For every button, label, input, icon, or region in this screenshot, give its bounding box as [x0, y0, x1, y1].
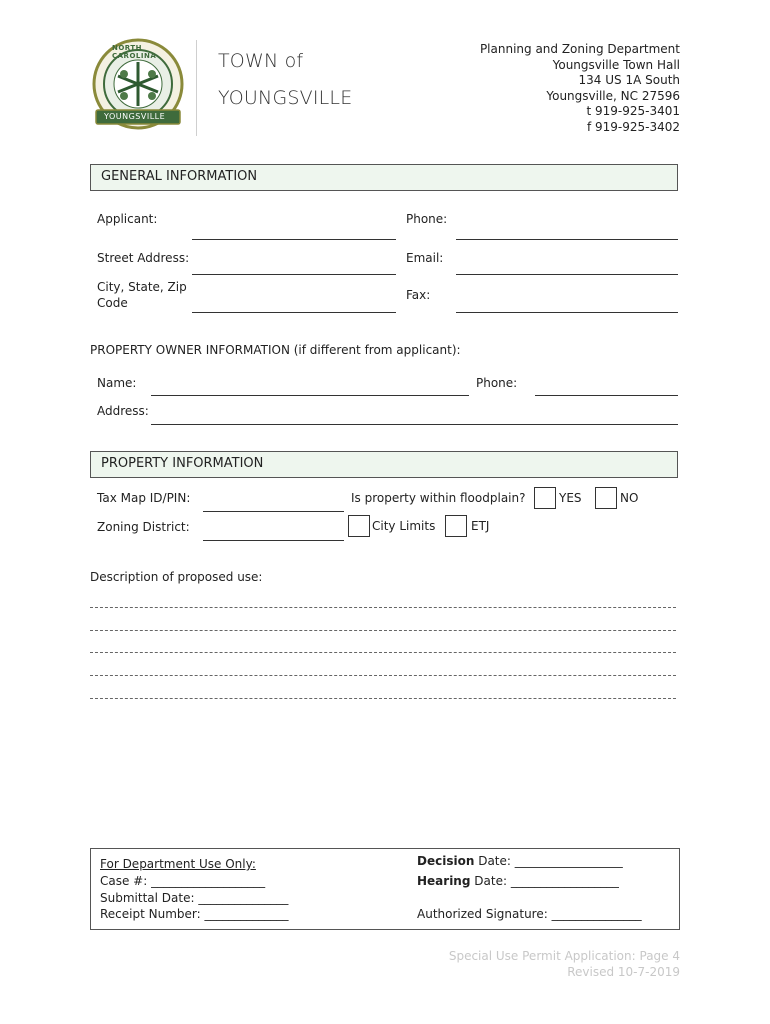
fax-label: Fax:: [406, 288, 431, 302]
description-line[interactable]: [90, 698, 676, 699]
etj-label: ETJ: [471, 519, 490, 533]
phone-line: t 919-925-3401: [586, 104, 680, 118]
address-line: Youngsville, NC 27596: [546, 88, 680, 103]
town-seal-logo: [90, 38, 186, 134]
receipt-number-field[interactable]: Receipt Number: ______________: [100, 907, 289, 921]
floodplain-no-checkbox[interactable]: [595, 487, 617, 509]
footer-revised-date: Revised 10-7-2019: [567, 965, 680, 979]
street-address-field[interactable]: [192, 274, 396, 275]
section-title: GENERAL INFORMATION: [101, 169, 258, 184]
floodplain-yes-checkbox[interactable]: [534, 487, 556, 509]
description-line[interactable]: [90, 607, 676, 608]
hearing-date-blank: Date: __________________: [474, 874, 619, 888]
fax-field[interactable]: [456, 312, 678, 313]
decision-label: Decision: [417, 854, 475, 868]
applicant-field[interactable]: [192, 239, 396, 240]
department-address: [480, 42, 680, 135]
general-info-header: [90, 164, 678, 191]
floodplain-no-label: NO: [620, 491, 639, 505]
town-title-line2: YOUNGSVILLE: [218, 87, 353, 109]
owner-name-label: Name:: [97, 376, 137, 390]
logo-text-top: NORTH CAROLINA: [112, 44, 157, 60]
hearing-label: Hearing: [417, 874, 471, 888]
submittal-date-field[interactable]: Submittal Date: _______________: [100, 891, 289, 905]
street-address-label: Street Address:: [97, 251, 190, 265]
city-state-zip-field[interactable]: [192, 312, 396, 313]
owner-name-field[interactable]: [151, 395, 469, 396]
authorized-signature-field[interactable]: Authorized Signature: _______________: [417, 907, 642, 921]
description-line[interactable]: [90, 652, 676, 653]
department-use-title: For Department Use Only:: [100, 857, 256, 871]
description-label: Description of proposed use:: [90, 570, 263, 584]
property-info-header: [90, 451, 678, 478]
owner-info-heading: PROPERTY OWNER INFORMATION (if different from applicant):: [90, 343, 461, 357]
tax-map-field[interactable]: [203, 511, 344, 512]
footer-page-label: Special Use Permit Application: Page 4: [448, 949, 680, 963]
address-line: 134 US 1A South: [578, 73, 680, 87]
zoning-district-label: Zoning District:: [97, 520, 190, 534]
zoning-district-field[interactable]: [203, 540, 344, 541]
applicant-label: Applicant:: [97, 212, 158, 226]
decision-date-blank: Date: __________________: [478, 854, 623, 868]
floodplain-yes-label: YES: [559, 491, 582, 505]
address-line: Youngsville Town Hall: [552, 57, 680, 72]
city-limits-label: City Limits: [372, 519, 436, 533]
address-line: Planning and Zoning Department: [479, 42, 680, 56]
city-state-zip-label-cont: Code: [97, 296, 128, 310]
case-number-field[interactable]: Case #: ___________________: [100, 874, 266, 888]
town-title-line1: TOWN of: [218, 50, 304, 72]
hearing-date-field[interactable]: [417, 874, 619, 888]
phone-field[interactable]: [456, 239, 678, 240]
email-label: Email:: [406, 251, 444, 265]
email-field[interactable]: [456, 274, 678, 275]
decision-date-field[interactable]: [417, 854, 623, 868]
department-use-box: [90, 848, 680, 930]
tax-map-label: Tax Map ID/PIN:: [97, 491, 191, 505]
logo-text-bottom: YOUNGSVILLE: [104, 112, 166, 121]
description-line[interactable]: [90, 630, 676, 631]
owner-phone-field[interactable]: [535, 395, 678, 396]
page-footer: [449, 948, 680, 980]
section-title: PROPERTY INFORMATION: [101, 456, 264, 471]
header-divider: [196, 40, 197, 136]
floodplain-label: Is property within floodplain?: [351, 491, 526, 505]
phone-label: Phone:: [406, 212, 448, 226]
owner-address-label: Address:: [97, 404, 149, 418]
owner-phone-label: Phone:: [476, 376, 518, 390]
fax-line: f 919-925-3402: [586, 119, 680, 134]
owner-address-field[interactable]: [151, 424, 678, 425]
city-state-zip-label: City, State, Zip: [97, 280, 187, 294]
etj-checkbox[interactable]: [445, 515, 467, 537]
description-line[interactable]: [90, 675, 676, 676]
city-limits-checkbox[interactable]: [348, 515, 370, 537]
